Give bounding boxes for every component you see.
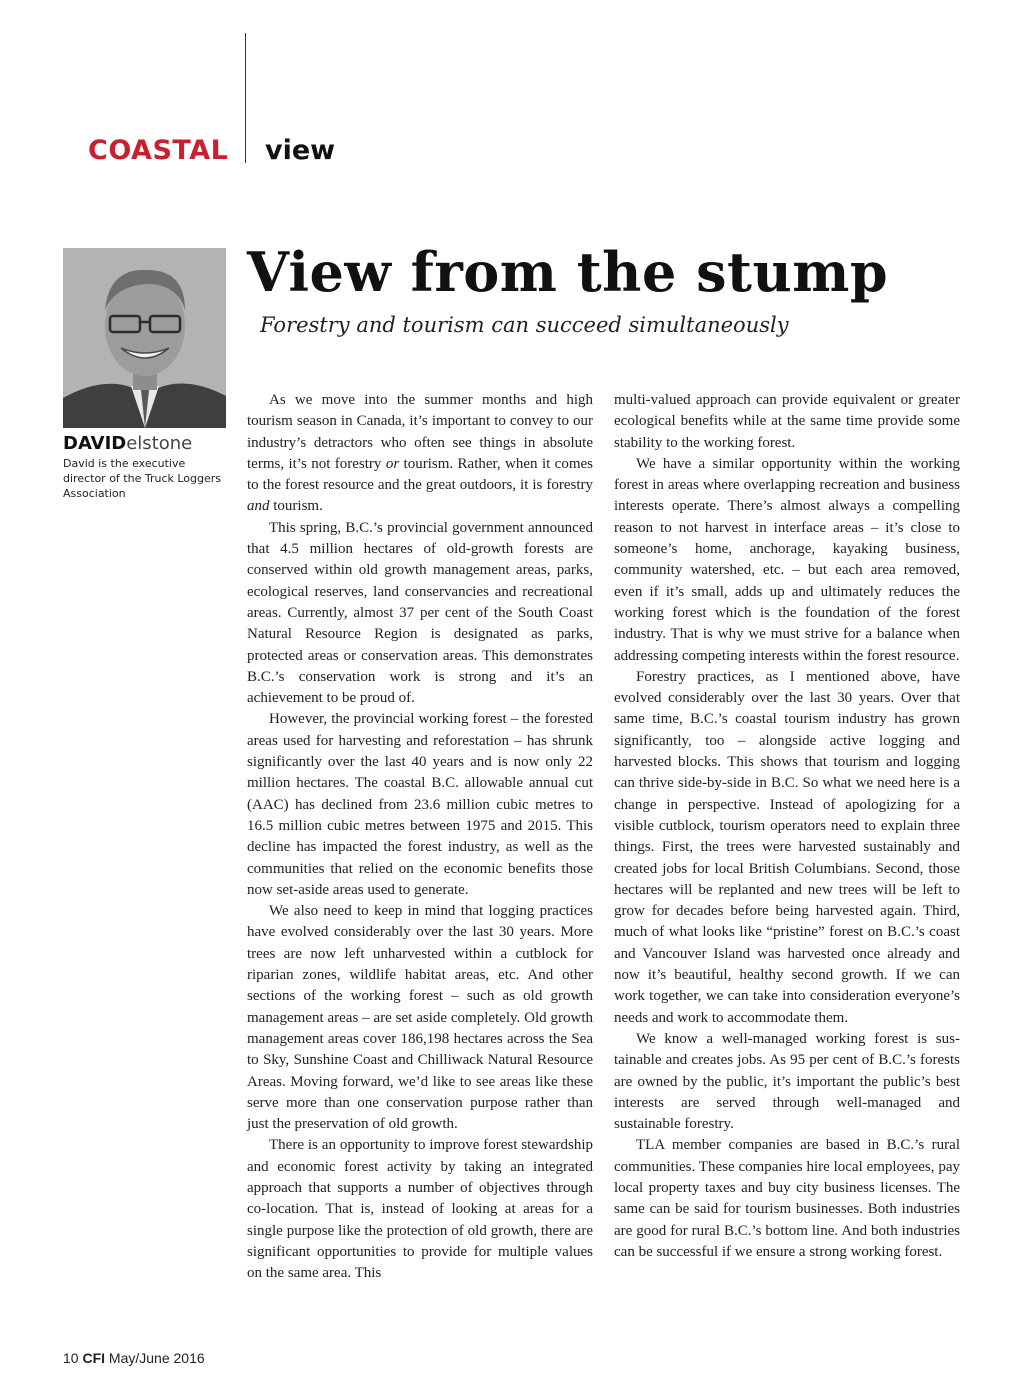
paragraph: We know a well-managed working forest is sustainable and creates jobs. As 95 per cent of B.C.’s forests are owned by the public, it’s important the public’s best interests are served through well-managed and sustainable forestry. xyxy=(614,1030,960,1133)
page-footer xyxy=(63,1349,205,1367)
paragraph: TLA member companies are based in B.C.’s rural communities. These companies hire local employees, pay local property taxes and buy city business licenses. The same can be said for tourism businesses. Both industries are good for rural B.C.’s bottom line. And both industries can be successful if we ensure a strong working forest. xyxy=(614,1137,960,1260)
paragraph: multi-valued approach can provide equivalent or greater ecological benefits while at the same time provide some stability to the working forest. xyxy=(614,392,960,451)
author-bio: David is the executive director of the Truck Loggers Association xyxy=(63,457,222,500)
author-name xyxy=(63,433,192,455)
article-column-2 xyxy=(614,390,960,1263)
article-column-1 xyxy=(247,390,593,1284)
paragraph: We also need to keep in mind that logging practices have evolved considerably over the last 30 years. More trees are now left unharvested within a cutblock for riparian zones, wildlife habitat areas, etc. And other sections of the working forest – such as old growth management areas – are set aside completely. Old growth management areas cover 186,198 hectares across the Sea to Sky, Sunshine Coast and Chilliwack Natural Resource Areas. Moving forward, we’d like to see areas like these serve more than one conservation purpose rather than just the preservation of old growth. xyxy=(247,903,593,1133)
section-subtitle: view xyxy=(265,135,336,166)
paragraph: We have a similar opportunity within the working forest in areas where overlapping recreation and business interests operate. There’s almost always a compelling reason to not harvest in interface areas – it’s close to someone’s home, anchorage, kayaking business, community watershed, etc. – but each area removed, even if it’s small, adds up and ultimately reduces the working forest which is the foundation of the forest industry. That is why we must strive for a balance when addressing competing interests within the forest resource. xyxy=(614,455,960,664)
issue-date: May/June 2016 xyxy=(108,1350,205,1366)
author-photo xyxy=(63,248,226,428)
author-first-name: DAVID xyxy=(63,433,127,454)
magazine-name: CFI xyxy=(82,1350,106,1366)
paragraph: Forestry practices, as I mentioned above, have evolved considerably over the last 30 years. Over that same time, B.C.’s coastal tourism industry has grown significantly, too – alongside active logging and harvested blocks. This shows that tourism and logging can thrive side-by-side in B.C. So what we need here is a change in perspective. Instead of apologizing for a visible cutblock, tourism operators need to explain three things. First, the trees were harvested sustainably and created jobs for local British Columbians. Second, those hectares will be replanted and new trees will be left to grow for decades before being harvested again. Third, much of what looks like “pristine” forest on B.C.’s coast and Vancouver Island was harvested once already and now it’s beautiful, healthy second growth. If we can work together, we can take into consideration everyone’s needs and work to accommodate them. xyxy=(614,668,960,1026)
paragraph: As we move into the summer months and high tourism season in Canada, it’s important to convey to our industry’s detractors who often see things in absolute terms, it’s not forestry or tourism. Rather, when it comes to the forest resource and the great outdoors, it is forestry and tourism. xyxy=(247,392,593,515)
page-number: 10 xyxy=(63,1350,79,1366)
header-divider xyxy=(245,33,246,163)
article-subtitle: Forestry and tourism can succeed simultaneously xyxy=(260,313,789,337)
section-title: COASTAL xyxy=(88,135,229,166)
paragraph: There is an opportunity to improve forest stewardship and economic forest activity by taking an integrated approach that supports a number of objectives through co-location. That is, instead of looking at areas for a single purpose like the protection of old growth, there are significant opportunities to provide for multiple values on the same area. This xyxy=(247,1137,593,1282)
author-last-name: elstone xyxy=(126,433,193,454)
article-title: View from the stump xyxy=(247,240,889,304)
paragraph: This spring, B.C.’s provincial government announced that 4.5 million hectares of old-growth forests are conserved within old growth management areas, parks, ecological reserves, land conservancies and recreational areas. Currently, almost 37 per cent of the South Coast Natural Resource Region is designated as parks, protected areas or conservation areas. This demonstrates B.C.’s conservation work is strong and it’s an achievement to be proud of. xyxy=(247,519,593,707)
paragraph: However, the provincial working forest – the forested areas used for harvesting and reforestation – has shrunk significantly over the last 40 years and is now only 22 million hectares. The coastal B.C. allowable annual cut (AAC) has declined from 23.6 million cubic metres to 16.5 million cubic metres between 1975 and 2015. This decline has impacted the forest industry, as well as the communities that relied on the economic benefits those now set-aside areas used to generate. xyxy=(247,711,593,898)
